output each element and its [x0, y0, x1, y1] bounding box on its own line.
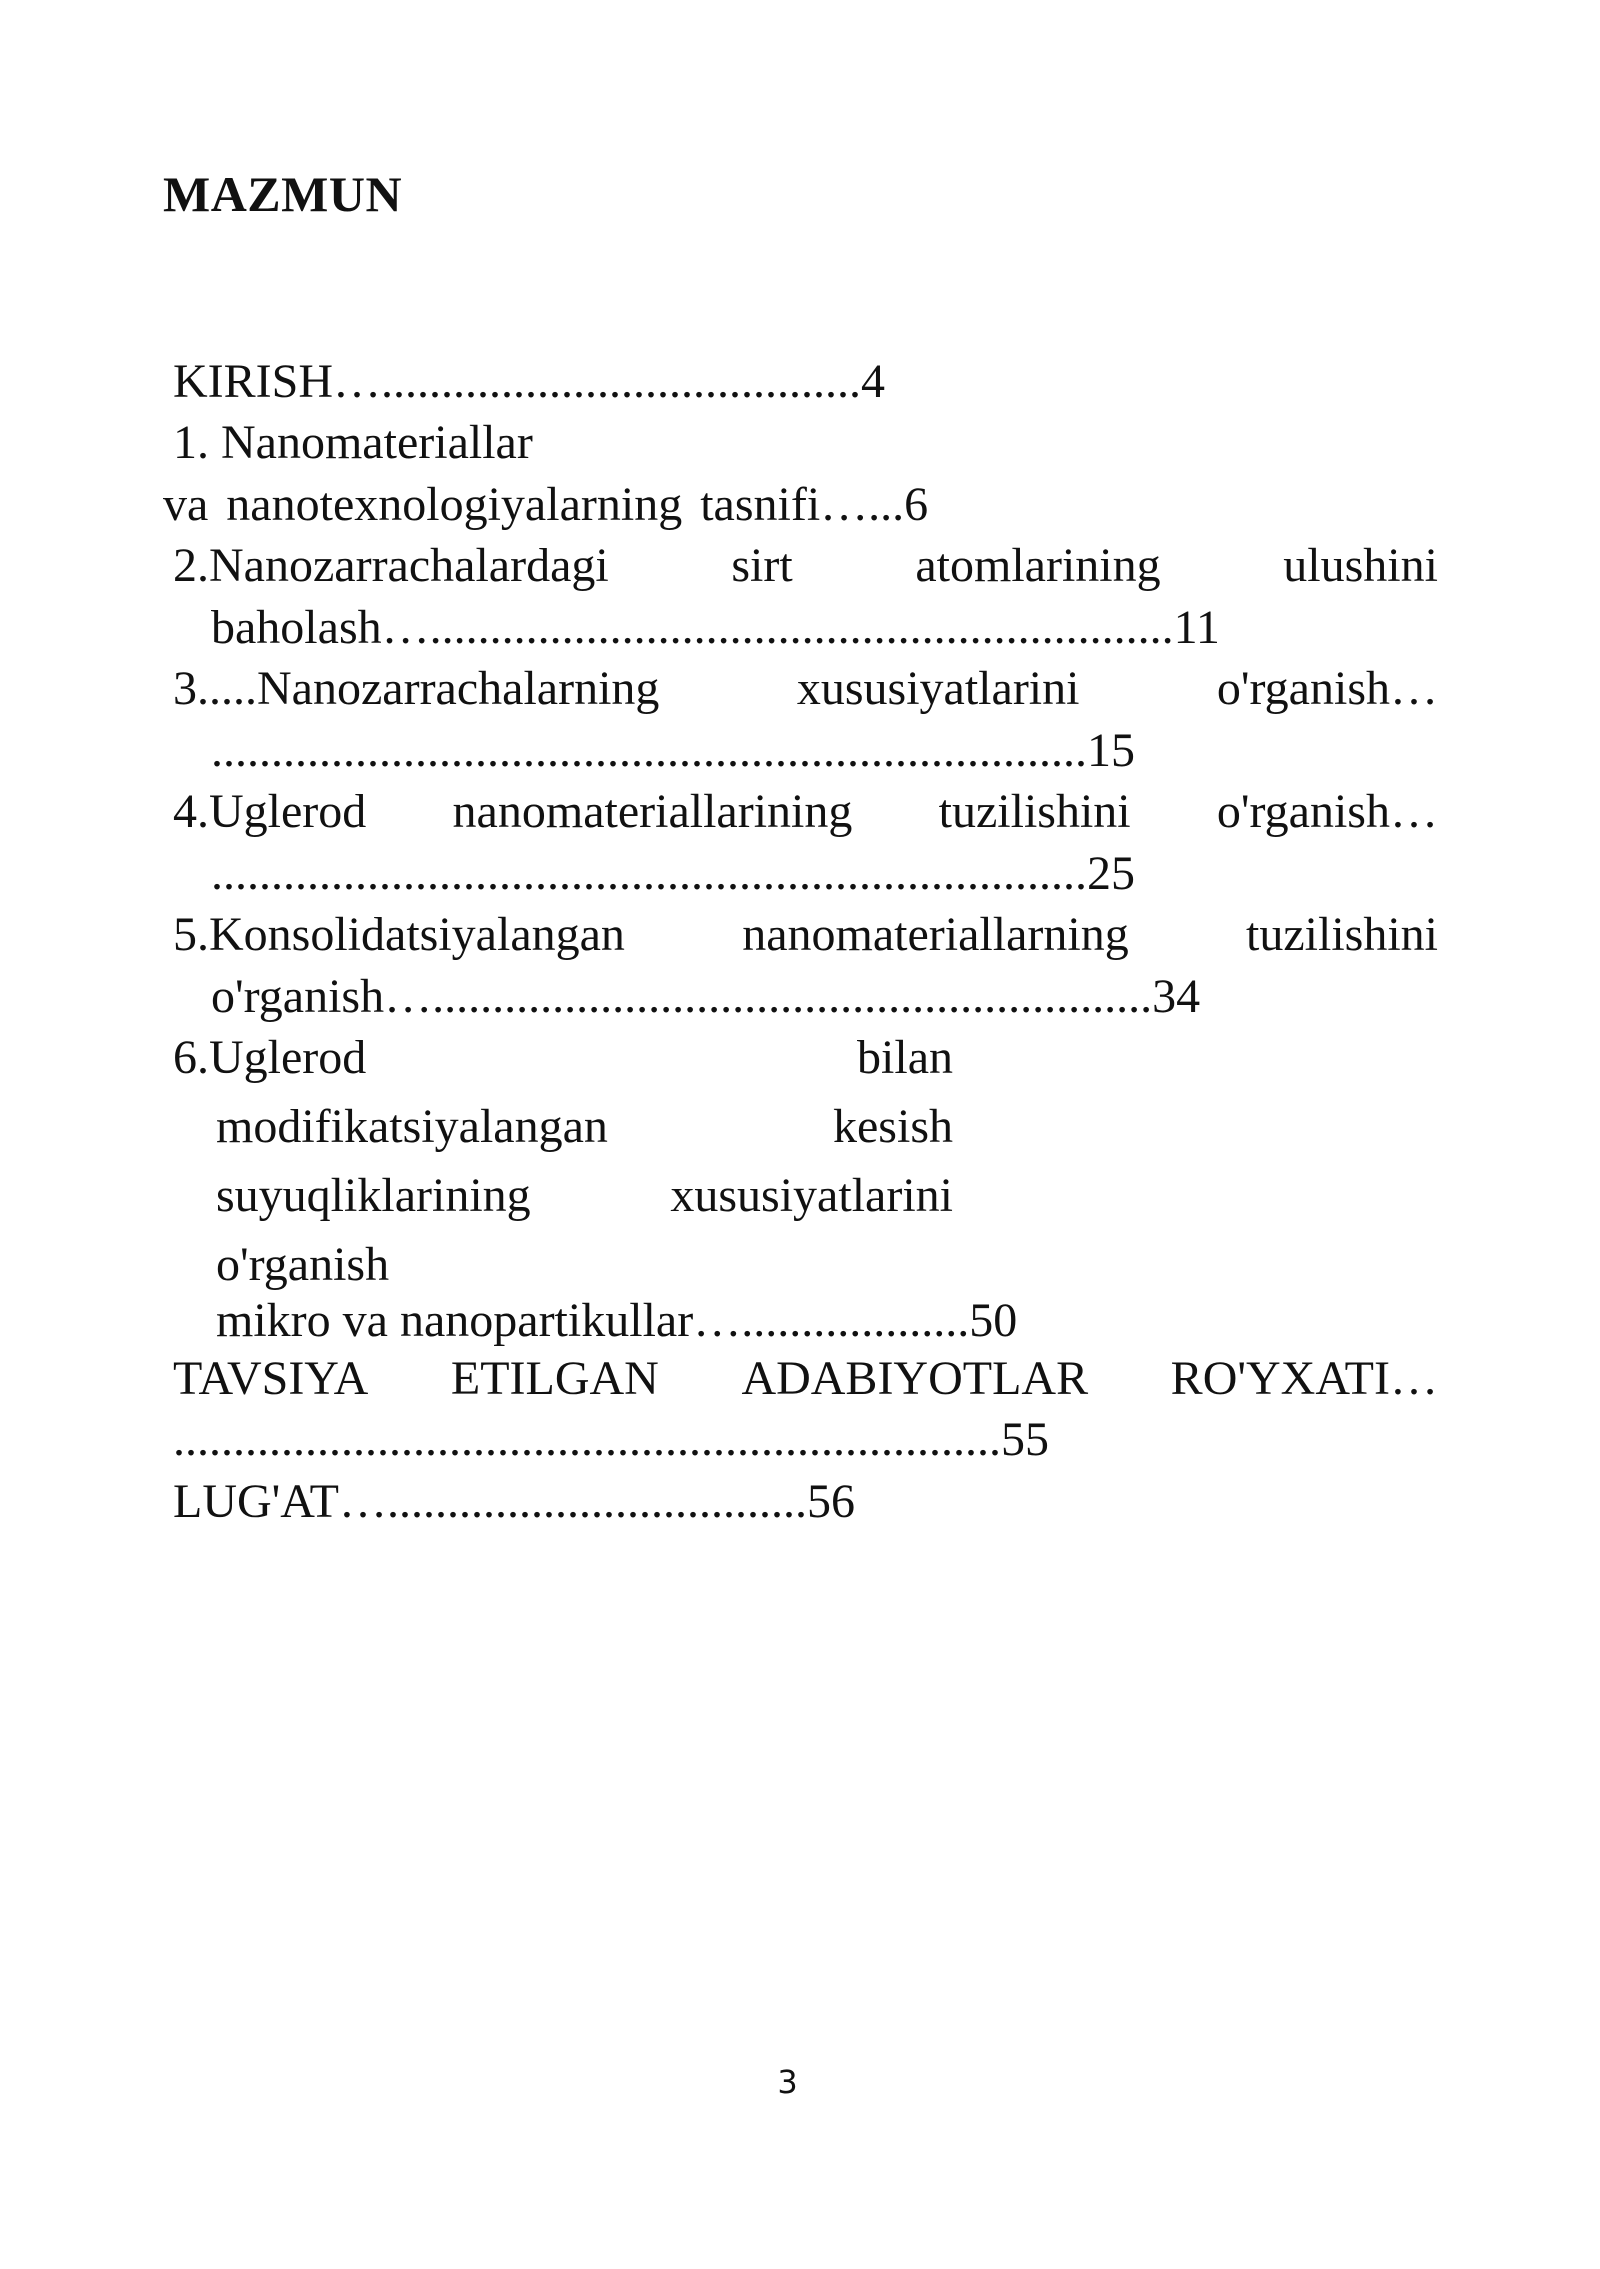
toc-word: bilan: [857, 1031, 953, 1084]
toc-word: 4.Uglerod: [173, 785, 367, 838]
toc-entry-2-line1: [173, 539, 1438, 592]
toc-word: 5.Konsolidatsiyalangan: [173, 908, 625, 961]
toc-entry-glossary: LUG'AT…...................................56: [173, 1475, 855, 1528]
toc-word: ADABIYOTLAR: [741, 1352, 1089, 1405]
toc-entry-kirish: KIRISH…........................................4: [173, 355, 886, 408]
toc-entry-6-line1: [173, 1031, 953, 1084]
toc-entry-3-line1: [173, 662, 1438, 715]
toc-word: nanomateriallarning: [742, 908, 1129, 961]
toc-word: suyuqliklarining: [216, 1169, 531, 1222]
page-title: MAZMUN: [163, 166, 403, 222]
toc-word: 3.....Nanozarrachalarning: [173, 662, 660, 715]
toc-word: tuzilishini: [938, 785, 1131, 838]
toc-entry-references-line1: [173, 1352, 1438, 1405]
toc-word: tuzilishini: [1246, 908, 1438, 961]
toc-word: xususiyatlarini: [670, 1169, 953, 1222]
toc-word: ulushini: [1283, 539, 1438, 592]
toc-entry-1-line1: 1. Nanomateriallar: [173, 416, 533, 469]
toc-word: RO'YXATI…: [1170, 1352, 1438, 1405]
toc-word: 6.Uglerod: [173, 1031, 367, 1084]
toc-entry-5-line2: o'rganish…............................................................34: [211, 970, 1201, 1023]
toc-entry-5-line1: [173, 908, 1438, 961]
toc-word: 2.Nanozarrachalardagi: [173, 539, 609, 592]
toc-entry-6-line2: [216, 1100, 953, 1153]
toc-entry-1-line2: va nanotexnologiyalarning tasnifi…...6: [163, 478, 929, 531]
toc-entry-6-line4: o'rganish: [216, 1238, 390, 1291]
toc-word: kesish: [833, 1100, 953, 1153]
toc-entry-3-line2: .........................................................................15: [211, 724, 1135, 777]
toc-word: TAVSIYA: [173, 1352, 369, 1405]
toc-entry-6-line5: mikro va nanopartikullar…...................50: [216, 1294, 1018, 1347]
toc-word: xususiyatlarini: [796, 662, 1080, 715]
toc-entry-6-line3: [216, 1169, 953, 1222]
toc-entry-4-line2: .........................................................................25: [211, 847, 1135, 900]
toc-word: ETILGAN: [450, 1352, 659, 1405]
toc-entry-references-line2: .....................................................................55: [173, 1413, 1049, 1466]
toc-entry-2-line2: baholash…..............................................................11: [211, 601, 1220, 654]
toc-entry-4-line1: [173, 785, 1438, 838]
toc-word: o'rganish…: [1216, 785, 1438, 838]
toc-word: modifikatsiyalangan: [216, 1100, 608, 1153]
toc-word: o'rganish…: [1216, 662, 1438, 715]
page-number: 3: [777, 2063, 798, 2101]
toc-word: nanomateriallarining: [452, 785, 853, 838]
toc-word: sirt: [731, 539, 793, 592]
toc-word: atomlarining: [915, 539, 1161, 592]
